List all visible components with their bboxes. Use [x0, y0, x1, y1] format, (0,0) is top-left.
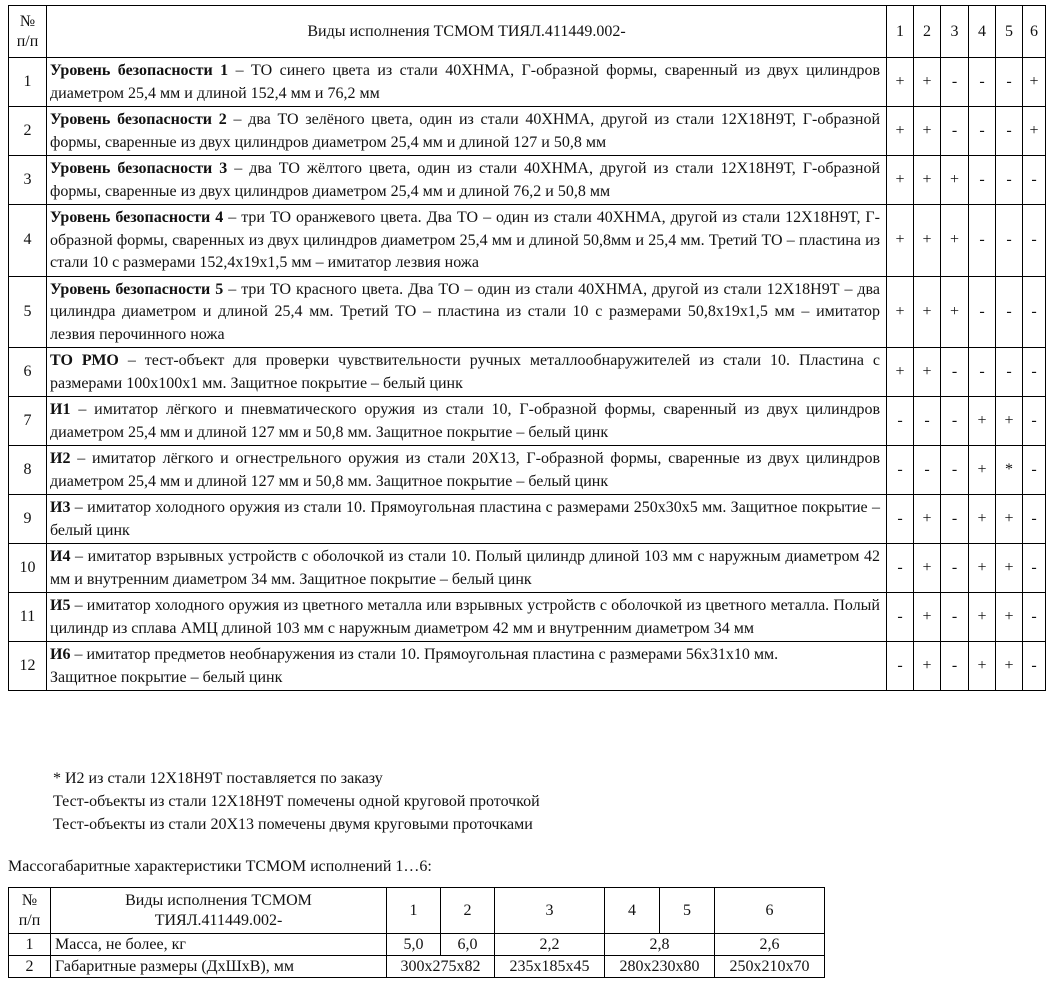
mark-exec-1: - [887, 397, 914, 446]
row-text: – имитатор предметов необнаружения из стали 10. Прямоугольная пластина с размерами 56х31х10 мм. [70, 646, 779, 663]
mark-exec-6: - [1023, 205, 1046, 277]
mark-exec-4: - [969, 276, 996, 348]
mark-exec-5: + [996, 495, 1023, 544]
mass-header-number-line2: п/п [18, 911, 41, 929]
mark-exec-1: - [887, 446, 914, 495]
footnotes [53, 767, 540, 836]
mark-exec-5: + [996, 642, 1023, 691]
mark-exec-2: + [914, 642, 941, 691]
row-number: 8 [9, 446, 47, 495]
row-description [47, 544, 887, 593]
dimensions-value-exec-6: 250х210х70 [715, 956, 825, 978]
mark-exec-4: - [969, 205, 996, 277]
mark-exec-2: + [914, 58, 941, 107]
mark-exec-5: - [996, 348, 1023, 397]
mark-exec-6: - [1023, 156, 1046, 205]
table-row [9, 156, 1046, 205]
mark-exec-3: - [941, 495, 969, 544]
mark-exec-3: + [941, 156, 969, 205]
mark-exec-1: - [887, 593, 914, 642]
row-text: – имитатор холодного оружия из цветного металла или взрывных устройств с оболочкой из цветного металла. Полый цилиндр из сплава АМЦ длиной 103 мм с наружным диаметром 42 мм и внутренним диаметром 34 мм [50, 597, 880, 637]
mass-header-col-1: 1 [387, 888, 441, 934]
mark-exec-1: + [887, 156, 914, 205]
mass-header-col-3: 3 [495, 888, 605, 934]
row-description [47, 397, 887, 446]
mark-exec-1: + [887, 58, 914, 107]
mark-exec-4: - [969, 156, 996, 205]
mass-value-exec-6: 2,6 [715, 934, 825, 956]
mass-table-caption: Массогабаритные характеристики ТСМОМ исполнений 1…6: [8, 858, 432, 875]
mark-exec-3: - [941, 58, 969, 107]
mass-row-label: Габаритные размеры (ДхШхВ), мм [51, 956, 387, 978]
header-title: Виды исполнения ТСМОМ ТИЯЛ.411449.002- [47, 6, 887, 58]
table-row [9, 397, 1046, 446]
table-row [9, 642, 1046, 691]
mark-exec-1: - [887, 495, 914, 544]
mark-exec-4: + [969, 495, 996, 544]
mark-exec-1: - [887, 642, 914, 691]
mark-exec-6: + [1023, 58, 1046, 107]
mark-exec-2: + [914, 495, 941, 544]
mark-exec-6: - [1023, 348, 1046, 397]
mass-header-row [9, 888, 825, 934]
row-number: 4 [9, 205, 47, 277]
header-number-line1: № [19, 12, 36, 30]
row-description [47, 107, 887, 156]
mass-header-col-6: 6 [715, 888, 825, 934]
row-description [47, 495, 887, 544]
mark-exec-3: - [941, 107, 969, 156]
footnote-3: Тест-объекты из стали 20Х13 помечены двумя круговыми проточками [53, 816, 533, 833]
mark-exec-3: - [941, 397, 969, 446]
mass-header-col-5: 5 [660, 888, 715, 934]
mass-header-title-line2: ТИЯЛ.411449.002- [154, 911, 283, 929]
row-title: И2 [50, 450, 71, 467]
mass-header-title-line1: Виды исполнения ТСМОМ [125, 891, 312, 909]
mark-exec-5: * [996, 446, 1023, 495]
mark-exec-4: + [969, 397, 996, 446]
header-col-1: 1 [887, 6, 914, 58]
mass-value-exec-3: 2,2 [495, 934, 605, 956]
row-title: ТО РМО [50, 352, 119, 369]
row-title: Уровень безопасности 1 [50, 62, 229, 79]
table-row [9, 107, 1046, 156]
row-title: И4 [50, 548, 71, 565]
row-number: 1 [9, 58, 47, 107]
mark-exec-5: - [996, 205, 1023, 277]
header-col-2: 2 [914, 6, 941, 58]
row-description [47, 276, 887, 348]
row-description [47, 446, 887, 495]
row-number: 3 [9, 156, 47, 205]
mass-header-number-line1: № [21, 891, 38, 909]
mark-exec-3: + [941, 276, 969, 348]
mass-value-exec-1: 5,0 [387, 934, 441, 956]
mark-exec-4: + [969, 593, 996, 642]
row-number: 10 [9, 544, 47, 593]
mark-exec-3: - [941, 642, 969, 691]
mark-exec-2: + [914, 593, 941, 642]
mass-row-label: Масса, не более, кг [51, 934, 387, 956]
execution-types-table [8, 5, 1046, 691]
mass-row-weight [9, 934, 825, 956]
row-number: 11 [9, 593, 47, 642]
row-description [47, 642, 887, 691]
mark-exec-3: - [941, 348, 969, 397]
row-title: Уровень безопасности 3 [50, 160, 228, 177]
row-description [47, 348, 887, 397]
mark-exec-2: + [914, 276, 941, 348]
dimensions-value-exec-1-2: 300х275х82 [387, 956, 495, 978]
mark-exec-6: + [1023, 107, 1046, 156]
row-title: И6 [50, 646, 71, 663]
row-title: Уровень безопасности 5 [50, 280, 224, 298]
mark-exec-2: - [914, 397, 941, 446]
table-row [9, 205, 1046, 277]
mark-exec-6: - [1023, 397, 1046, 446]
mark-exec-6: - [1023, 495, 1046, 544]
mark-exec-6: - [1023, 276, 1046, 348]
mass-row-number: 2 [9, 956, 51, 978]
mark-exec-4: + [969, 446, 996, 495]
table-header-row [9, 6, 1046, 58]
row-text-line2: Защитное покрытие – белый цинк [50, 668, 283, 686]
mark-exec-6: - [1023, 642, 1046, 691]
mark-exec-1: + [887, 276, 914, 348]
row-title: Уровень безопасности 4 [50, 209, 224, 226]
row-number: 9 [9, 495, 47, 544]
row-text: – имитатор лёгкого и пневматического оружия из стали 10, Г-образной формы, сваренный из двух цилиндров диаметром 25,4 мм и длиной 127 мм и 50,8 мм. Защитное покрытие – белый цинк [50, 401, 880, 441]
header-col-6: 6 [1023, 6, 1046, 58]
mark-exec-1: + [887, 205, 914, 277]
footnote-2: Тест-объекты из стали 12Х18Н9Т помечены одной круговой проточкой [53, 793, 540, 810]
mark-exec-2: + [914, 107, 941, 156]
table-row [9, 544, 1046, 593]
mass-header-number [9, 888, 51, 934]
table-row [9, 348, 1046, 397]
mark-exec-6: - [1023, 446, 1046, 495]
dimensions-value-exec-4-5: 280х230х80 [605, 956, 715, 978]
mark-exec-1: + [887, 348, 914, 397]
row-text: – тест-объект для проверки чувствительности ручных металлообнаружителей из стали 10. Пластина с размерами 100х100х1 мм. Защитное покрытие – белый цинк [50, 352, 881, 392]
mass-row-number: 1 [9, 934, 51, 956]
row-text: – три ТО оранжевого цвета. Два ТО – один из стали 40ХНМА, другой из стали 12Х18Н9Т, Г-образной формы, сваренных из двух цилиндров диаметром 25,4 мм и длиной 50,8мм и 25,4 мм. Третий ТО – пластина из стали 10 с размерами 152,4х19х1,5 мм – имитатор лезвия ножа [50, 209, 881, 271]
header-number [9, 6, 47, 58]
table-row [9, 276, 1046, 348]
mark-exec-1: - [887, 544, 914, 593]
mass-value-exec-2: 6,0 [441, 934, 495, 956]
mass-dimensions-table [8, 887, 825, 978]
row-title: И5 [50, 597, 71, 614]
mark-exec-1: + [887, 107, 914, 156]
mark-exec-3: + [941, 205, 969, 277]
row-text: – три ТО красного цвета. Два ТО – один из стали 40ХНМА, другой из стали 12Х18Н9Т – два цилиндра диаметром и длиной 25,4 мм. Третий ТО – пластина из стали 10 с размерами 50,8х19х1,5 мм – имитатор лезвия перочинного ножа [50, 280, 881, 343]
header-number-line2: п/п [16, 32, 39, 50]
mark-exec-4: + [969, 642, 996, 691]
mark-exec-3: - [941, 544, 969, 593]
row-text: – два ТО зелёного цвета, один из стали 40ХНМА, другой из стали 12Х18Н9Т, Г-образной формы, сваренные из двух цилиндров диаметром 25,4 мм и длиной 127 и 50,8 мм [50, 111, 881, 151]
mark-exec-5: + [996, 593, 1023, 642]
mass-row-dimensions [9, 956, 825, 978]
mass-header-col-2: 2 [441, 888, 495, 934]
row-number: 7 [9, 397, 47, 446]
mark-exec-4: - [969, 107, 996, 156]
row-text: – имитатор холодного оружия из стали 10. Прямоугольная пластина с размерами 250х30х5 мм. Защитное покрытие – белый цинк [50, 499, 880, 539]
row-title: Уровень безопасности 2 [50, 111, 227, 128]
mass-header-title [51, 888, 387, 934]
row-text: – имитатор взрывных устройств с оболочкой из стали 10. Полый цилиндр длиной 103 мм с наружным диаметром 42 мм и внутренним диаметром 34 мм. Защитное покрытие – белый цинк [50, 548, 880, 588]
mass-header-col-4: 4 [605, 888, 660, 934]
mark-exec-6: - [1023, 544, 1046, 593]
row-number: 5 [9, 276, 47, 348]
mark-exec-5: - [996, 156, 1023, 205]
mark-exec-2: + [914, 348, 941, 397]
row-title: И3 [50, 499, 71, 516]
mark-exec-2: + [914, 544, 941, 593]
header-col-3: 3 [941, 6, 969, 58]
mark-exec-2: - [914, 446, 941, 495]
table-row [9, 58, 1046, 107]
row-description [47, 205, 887, 277]
header-col-5: 5 [996, 6, 1023, 58]
row-title: И1 [50, 401, 71, 418]
table-row [9, 446, 1046, 495]
mark-exec-4: + [969, 544, 996, 593]
mark-exec-6: - [1023, 593, 1046, 642]
mass-value-exec-4-5: 2,8 [605, 934, 715, 956]
dimensions-value-exec-3: 235х185х45 [495, 956, 605, 978]
row-description [47, 156, 887, 205]
row-text: – имитатор лёгкого и огнестрельного оружия из стали 20Х13, Г-образной формы, сваренные из двух цилиндров диаметром 25,4 мм и длиной 127 мм и 50,8 мм. Защитное покрытие – белый цинк [50, 450, 880, 490]
mark-exec-5: - [996, 107, 1023, 156]
row-number: 2 [9, 107, 47, 156]
footnote-1: * И2 из стали 12Х18Н9Т поставляется по заказу [53, 770, 383, 787]
mark-exec-4: - [969, 348, 996, 397]
row-number: 12 [9, 642, 47, 691]
mark-exec-5: - [996, 58, 1023, 107]
mark-exec-3: - [941, 446, 969, 495]
mark-exec-5: + [996, 397, 1023, 446]
mark-exec-3: - [941, 593, 969, 642]
mark-exec-5: - [996, 276, 1023, 348]
row-description [47, 58, 887, 107]
mark-exec-5: + [996, 544, 1023, 593]
table-row [9, 593, 1046, 642]
mark-exec-2: + [914, 156, 941, 205]
row-text: – два ТО жёлтого цвета, один из стали 40ХНМА, другой из стали 12Х18Н9Т, Г-образной формы, сваренные из двух цилиндров диаметром 25,4 мм и длиной 76,2 и 50,8 мм [50, 160, 881, 200]
row-number: 6 [9, 348, 47, 397]
mark-exec-4: - [969, 58, 996, 107]
row-description [47, 593, 887, 642]
header-col-4: 4 [969, 6, 996, 58]
mark-exec-2: + [914, 205, 941, 277]
table-row [9, 495, 1046, 544]
row-text: – ТО синего цвета из стали 40ХНМА, Г-образной формы, сваренный из двух цилиндров диаметром 25,4 мм и длиной 152,4 мм и 76,2 мм [50, 62, 881, 102]
